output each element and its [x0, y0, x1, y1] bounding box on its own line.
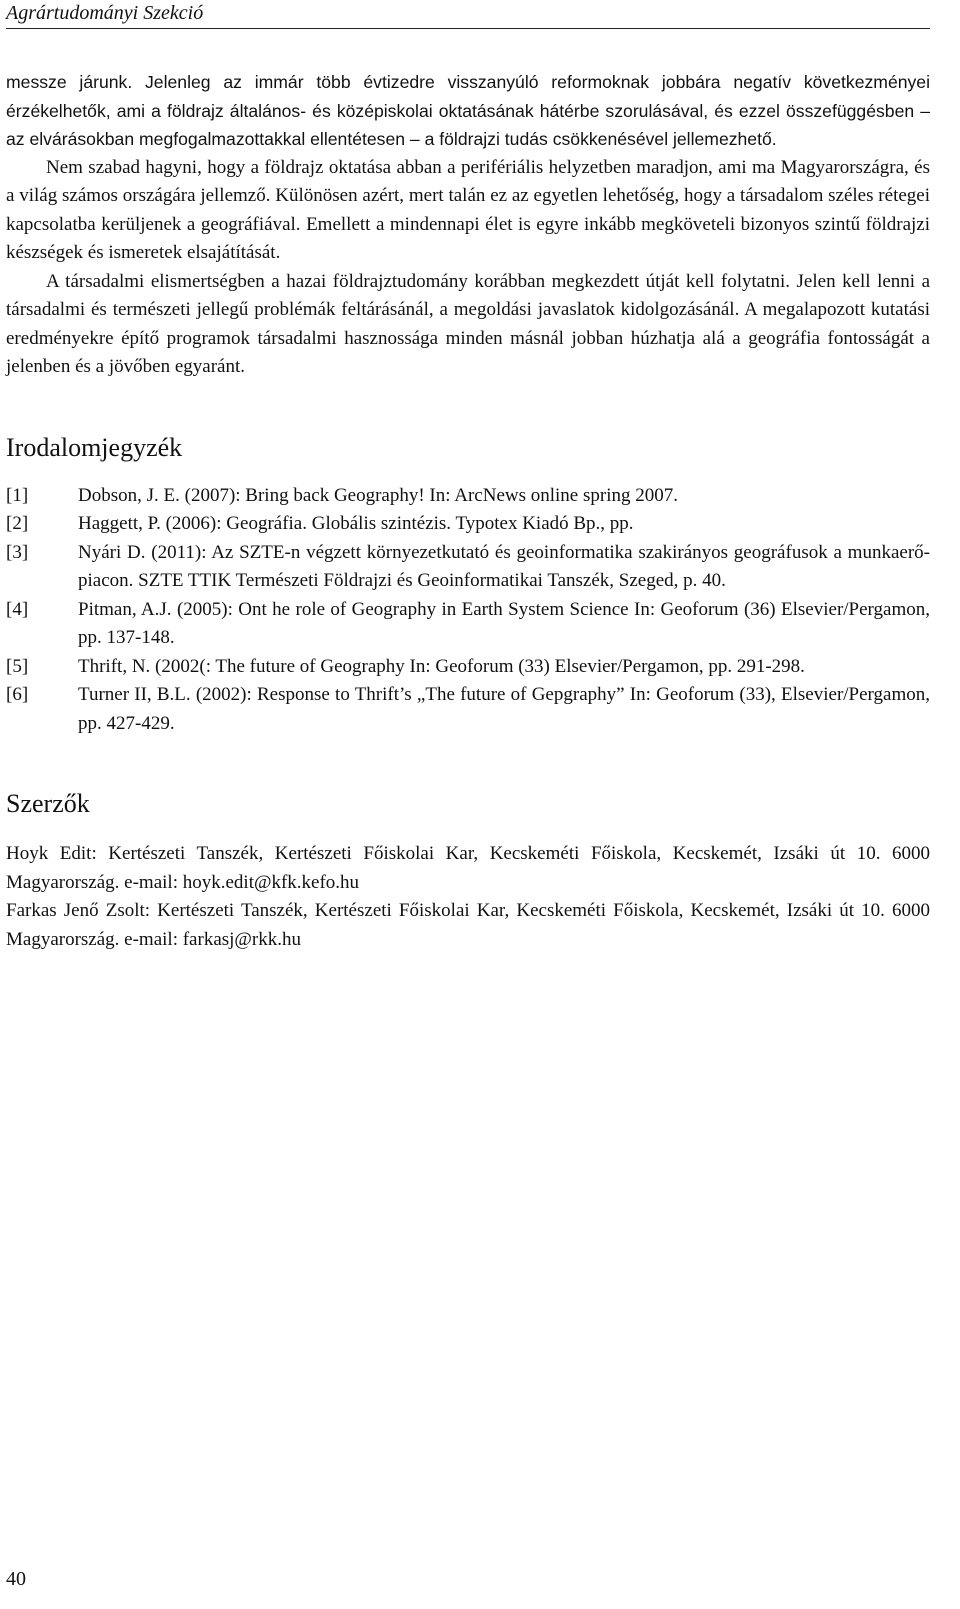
reference-text: Haggett, P. (2006): Geográfia. Globális szintézis. Typotex Kiadó Bp., pp.: [78, 513, 634, 534]
references-heading: Irodalomjegyzék: [6, 432, 183, 462]
header-rule: [6, 28, 930, 29]
reference-list: [6, 482, 930, 739]
reference-number: [4]: [6, 598, 29, 620]
reference-item: [6, 596, 930, 653]
author-entry: Farkas Jenő Zsolt: Kertészeti Tanszék, Kertészeti Főiskolai Kar, Kecskeméti Főiskola, Kecskemét, Izsáki út 10. 6000 Magyarország. e-mail: farkasj@rkk.hu: [6, 900, 930, 950]
reference-number: [1]: [6, 484, 29, 506]
body-paragraph-3: A társadalmi elismertségben a hazai földrajztudomány korábban megkezdett útját kell folytatni. Jelen kell lenni a társadalmi és természeti jellegű problémák feltárásánál, a megoldási javaslatok kidolgozásánál. A megalapozott kutatási eredményekre építő programok társadalmi hasznossága minden másnál jobban húzhatja alá a geográfia fontosságát a jelenben és a jövőben egyaránt.: [6, 270, 930, 377]
author-entry: Hoyk Edit: Kertészeti Tanszék, Kertészeti Főiskolai Kar, Kecskeméti Főiskola, Kecskemét, Izsáki út 10. 6000 Magyarország. e-mail: hoyk.edit@kfk.kefo.hu: [6, 843, 930, 893]
reference-text: Thrift, N. (2002(: The future of Geography In: Geoforum (33) Elsevier/Pergamon, pp. 291-298.: [78, 655, 805, 677]
running-header: Agrártudományi Szekció: [6, 2, 204, 24]
authors-heading: Szerzők: [6, 789, 90, 818]
page-number: 40: [6, 1568, 26, 1590]
reference-item: [6, 482, 930, 511]
reference-number: [3]: [6, 541, 29, 563]
reference-text: Dobson, J. E. (2007): Bring back Geography! In: ArcNews online spring 2007.: [78, 484, 678, 506]
reference-item: [6, 539, 930, 596]
reference-text: Nyári D. (2011): Az SZTE-n végzett környezetkutató és geoinformatika szakirányos geográfusok a munkaerő-piacon. SZTE TTIK Természeti Földrajzi és Geoinformatikai Tanszék, Szeged, p. 40.: [78, 541, 930, 591]
page-content: [6, 68, 930, 954]
reference-item: [6, 681, 930, 738]
body-paragraph-1: messze járunk. Jelenleg az immár több évtizedre visszanyúló reformoknak jobbára negatív következményei érzékelhetők, ami a földrajz általános- és középiskolai oktatásának hátérbe szorulásával, és ezzel összefüggésben – az elvárásokban megfogalmazottakkal ellentétesen – a földrajzi tudás csökkenésével jellemezhető.: [6, 72, 930, 149]
reference-item: [6, 653, 930, 682]
reference-number: [5]: [6, 655, 29, 677]
references-section: [6, 432, 930, 739]
reference-item: [6, 510, 930, 539]
authors-block: [6, 840, 930, 954]
reference-text: Pitman, A.J. (2005): Ont he role of Geography in Earth System Science In: Geoforum (36) Elsevier/Pergamon, pp. 137-148.: [78, 598, 930, 648]
reference-number: [2]: [6, 513, 29, 534]
reference-text: Turner II, B.L. (2002): Response to Thrift’s „The future of Gepgraphy” In: Geoforum (33), Elsevier/Pergamon, pp. 427-429.: [78, 684, 930, 734]
body-paragraph-2: Nem szabad hagyni, hogy a földrajz oktatása abban a perifériális helyzetben maradjon, ami ma Magyarországra, és a világ számos országára jellemző. Különösen azért, mert talán ez az egyetlen lehetőség, hogy a társadalom széles rétegei kapcsolatba kerüljenek a geográfiával. Emellett a mindennapi élet is egyre inkább megköveteli bizonyos szintű földrajzi készségek és ismeretek elsajátítását.: [6, 156, 930, 263]
authors-section: [6, 788, 930, 954]
reference-number: [6]: [6, 684, 29, 705]
